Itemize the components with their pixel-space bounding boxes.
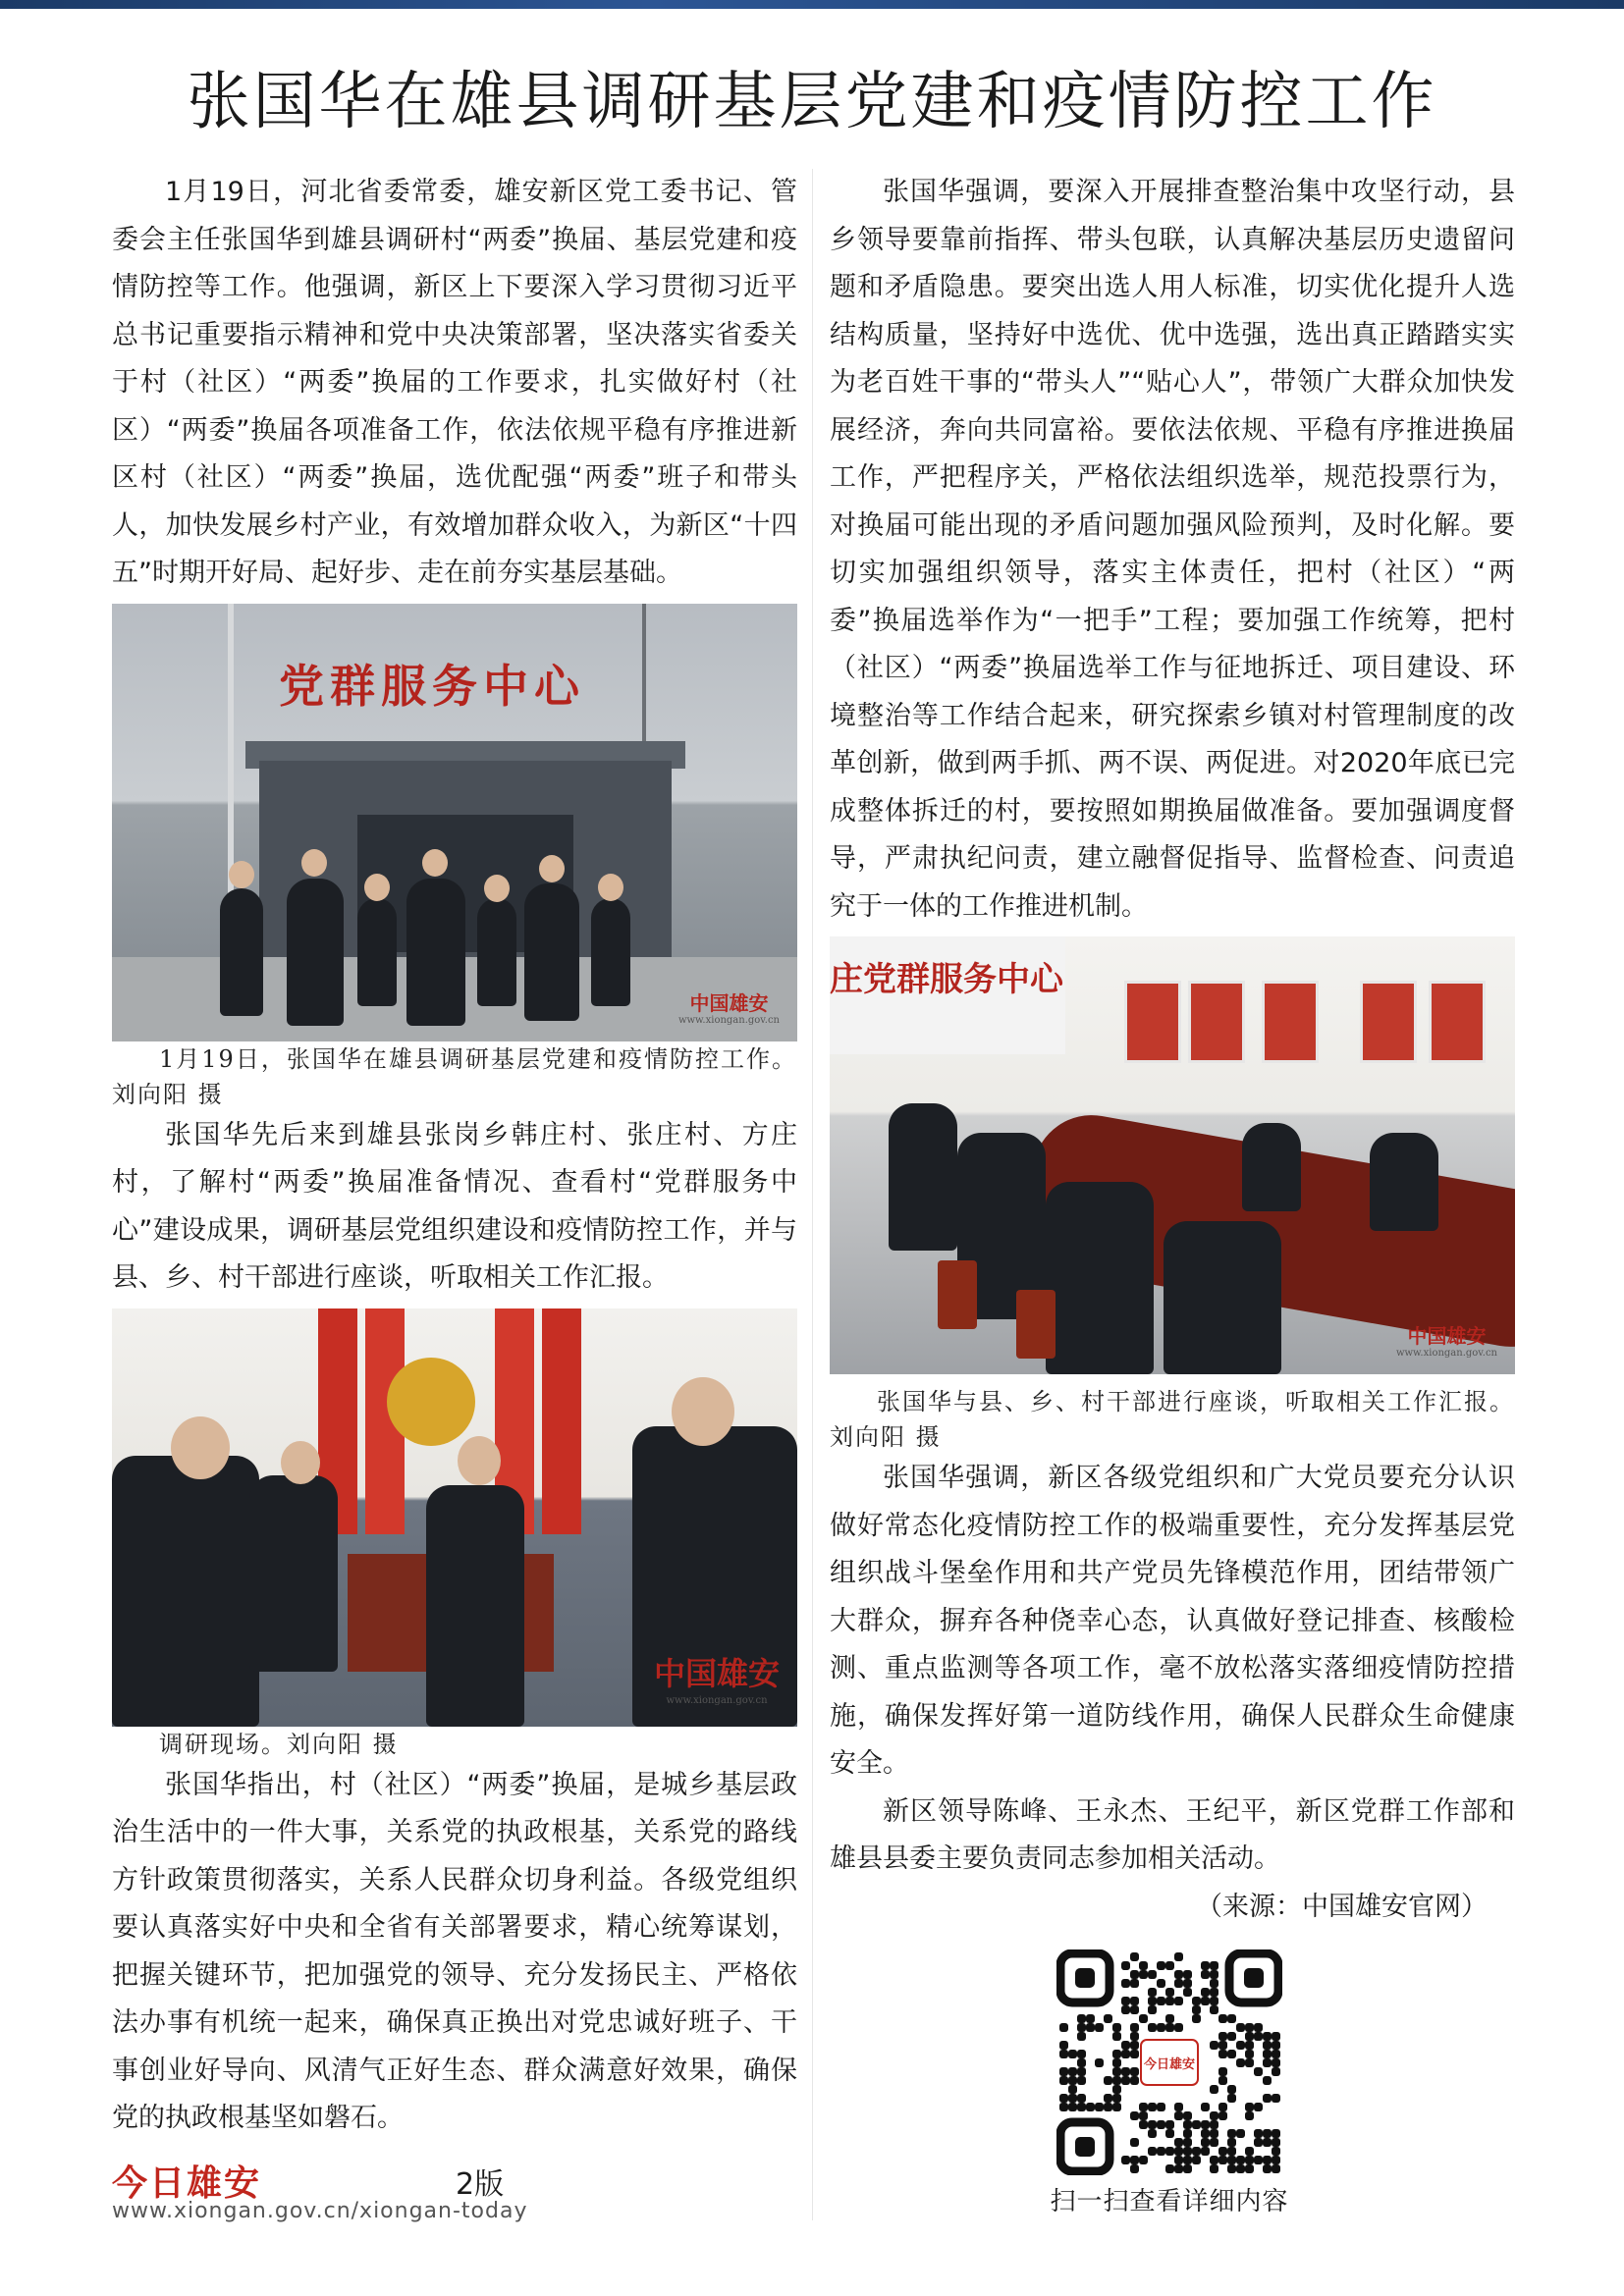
qr-module — [1139, 2014, 1148, 2023]
person-figure — [249, 1475, 338, 1672]
qr-finder-center — [1244, 1968, 1264, 1988]
qr-module — [1192, 2005, 1201, 2014]
qr-code-graphic — [1056, 1949, 1282, 2175]
qr-module — [1227, 2094, 1236, 2103]
qr-module — [1130, 1979, 1139, 1988]
qr-module — [1157, 1997, 1165, 2005]
qr-module — [1272, 2147, 1280, 2156]
qr-module — [1174, 2138, 1183, 2147]
qr-module — [1165, 1961, 1174, 1970]
photo-research-site — [112, 1308, 797, 1727]
person-figure — [1046, 1182, 1154, 1374]
qr-module — [1210, 1988, 1218, 1997]
qr-module — [1165, 2147, 1174, 2156]
qr-module — [1148, 2023, 1157, 2032]
person-figure — [112, 1456, 259, 1727]
person-figure — [1370, 1133, 1438, 1231]
qr-module — [1148, 2103, 1157, 2111]
qr-module — [1165, 2129, 1174, 2138]
qr-module — [1263, 2138, 1272, 2147]
qr-module — [1210, 1970, 1218, 1979]
qr-module — [1218, 2111, 1227, 2120]
qr-module — [1139, 2111, 1148, 2120]
qr-module — [1272, 2129, 1280, 2138]
qr-module — [1254, 2023, 1263, 2032]
qr-module — [1148, 2129, 1157, 2138]
qr-module — [1263, 2032, 1272, 2041]
qr-module — [1218, 2103, 1227, 2111]
qr-module — [1174, 2164, 1183, 2173]
qr-module — [1148, 1997, 1157, 2005]
qr-module — [1174, 1997, 1183, 2005]
qr-module — [1227, 2147, 1236, 2156]
qr-module — [1059, 2076, 1068, 2085]
qr-module — [1227, 2156, 1236, 2164]
qr-module — [1236, 2041, 1245, 2050]
qr-module — [1245, 2164, 1254, 2173]
qr-module — [1192, 2147, 1201, 2156]
qr-module — [1236, 2023, 1245, 2032]
chair — [1016, 1290, 1056, 1359]
person-figure — [889, 1103, 957, 1251]
qr-module — [1095, 2023, 1104, 2032]
qr-module — [1174, 2147, 1183, 2156]
qr-module — [1121, 1979, 1130, 1988]
qr-module — [1201, 1961, 1210, 1970]
qr-module — [1086, 2023, 1095, 2032]
person-head — [281, 1441, 320, 1484]
qr-module — [1059, 2103, 1068, 2111]
qr-module — [1174, 1970, 1183, 1979]
qr-module — [1148, 2147, 1157, 2156]
qr-module — [1112, 2023, 1121, 2032]
qr-module — [1263, 2041, 1272, 2050]
qr-module — [1272, 2041, 1280, 2050]
left-column — [112, 169, 797, 2143]
qr-module — [1218, 2067, 1227, 2076]
qr-module — [1254, 2103, 1263, 2111]
qr-module — [1272, 2058, 1280, 2067]
qr-module — [1210, 1997, 1218, 2005]
qr-module — [1218, 2014, 1227, 2023]
qr-module — [1112, 2076, 1121, 2085]
qr-module — [1210, 2129, 1218, 2138]
footer-url: www.xiongan.gov.cn/xiongan-today — [112, 2199, 528, 2223]
party-emblem — [387, 1358, 475, 1446]
qr-module — [1201, 2120, 1210, 2129]
person-head — [422, 849, 448, 877]
qr-module — [1130, 2156, 1139, 2164]
qr-module — [1130, 2005, 1139, 2014]
person-figure — [477, 898, 516, 1006]
qr-module — [1165, 1988, 1174, 1997]
article-paragraph: 1月19日，河北省委常委，雄安新区党工委书记、管委会主任张国华到雄县调研村“两委”换届、基层党建和疫情防控等工作。他强调，新区上下要深入学习贯彻习近平总书记重要指示精神和党中央决策部署，坚决落实省委关于村（社区）“两委”换届的工作要求，扎实做好村（社区）“两委”换届各项准备工作，依法依规平稳有序推进新区村（社区）“两委”换届，选优配强“两委”班子和带头人，加快发展乡村产业，有效增加群众收入，为新区“十四五”时期开好局、起好步、走在前夯实基层基础。 — [112, 177, 797, 588]
qr-module — [1183, 2147, 1192, 2156]
photo-watermark: 中国雄安 www.xiongan.gov.cn — [653, 1654, 780, 1706]
qr-module — [1130, 2050, 1139, 2058]
wall-board — [1188, 981, 1245, 1063]
qr-module — [1130, 1952, 1139, 1961]
qr-module — [1121, 2005, 1130, 2014]
qr-module — [1254, 2032, 1263, 2041]
qr-module — [1263, 2156, 1272, 2164]
qr-finder-center — [1075, 2137, 1095, 2157]
qr-module — [1272, 2032, 1280, 2041]
person-head — [484, 875, 510, 902]
qr-module — [1263, 2164, 1272, 2173]
column-divider — [812, 169, 813, 2220]
person-head — [364, 874, 390, 901]
building-sign: 党群服务中心 — [279, 659, 585, 713]
qr-module — [1068, 2076, 1077, 2085]
qr-module — [1112, 2032, 1121, 2041]
qr-module — [1068, 2085, 1077, 2094]
qr-module — [1245, 2058, 1254, 2067]
qr-module — [1077, 2050, 1086, 2058]
photo-meeting — [830, 936, 1515, 1374]
qr-module — [1059, 2050, 1068, 2058]
qr-module — [1218, 2076, 1227, 2085]
qr-module — [1254, 2129, 1263, 2138]
qr-module — [1183, 2164, 1192, 2173]
qr-module — [1227, 2050, 1236, 2058]
qr-module — [1121, 2041, 1130, 2050]
flagpole — [228, 604, 234, 908]
photo-watermark: 中国雄安 www.xiongan.gov.cn — [1395, 1324, 1497, 1359]
qr-module — [1210, 2164, 1218, 2173]
qr-module — [1165, 2120, 1174, 2129]
qr-module — [1210, 2005, 1218, 2014]
person-head — [229, 861, 254, 888]
person-head — [301, 849, 327, 877]
person-figure — [1164, 1221, 1281, 1374]
qr-module — [1272, 2094, 1280, 2103]
article-paragraph: 新区领导陈峰、王永杰、王纪平，新区党群工作部和雄县县委主要负责同志参加相关活动。 — [830, 1795, 1515, 1874]
qr-module — [1183, 2138, 1192, 2147]
qr-module — [1112, 2085, 1121, 2094]
person-figure — [524, 883, 579, 1021]
qr-module — [1218, 2156, 1227, 2164]
qr-module — [1254, 2156, 1263, 2164]
qr-module — [1130, 2076, 1139, 2085]
wall-board — [1124, 981, 1181, 1063]
qr-module — [1139, 2120, 1148, 2129]
qr-module — [1165, 2014, 1174, 2023]
qr-module — [1236, 2156, 1245, 2164]
qr-module — [1157, 2103, 1165, 2111]
footer-brand: 今日雄安 — [112, 2163, 262, 2204]
qr-finder-center — [1075, 1968, 1095, 1988]
person-head — [598, 874, 623, 901]
qr-module — [1104, 2014, 1112, 2023]
qr-module — [1245, 2023, 1254, 2032]
qr-module — [1121, 2156, 1130, 2164]
qr-module — [1183, 1988, 1192, 1997]
qr-module — [1210, 2120, 1218, 2129]
qr-module — [1245, 2103, 1254, 2111]
qr-module — [1254, 2067, 1263, 2076]
qr-module — [1192, 2120, 1201, 2129]
qr-module — [1174, 2023, 1183, 2032]
qr-module — [1183, 1970, 1192, 1979]
qr-module — [1112, 2058, 1121, 2067]
qr-module — [1130, 2111, 1139, 2120]
qr-module — [1059, 2023, 1068, 2032]
qr-module — [1201, 1997, 1210, 2005]
right-column — [830, 169, 1515, 1931]
qr-module — [1068, 2103, 1077, 2111]
qr-module — [1077, 2058, 1086, 2067]
qr-module — [1157, 1979, 1165, 1988]
qr-module — [1227, 2085, 1236, 2094]
qr-module — [1157, 1961, 1165, 1970]
qr-module — [1245, 2111, 1254, 2120]
qr-module — [1121, 1961, 1130, 1970]
person-head — [539, 855, 565, 882]
article-paragraph: 张国华强调，要深入开展排查整治集中攻坚行动，县乡领导要靠前指挥、带头包联，认真解决基层历史遗留问题和矛盾隐患。要突出选人用人标准，切实优化提升人选结构质量，坚持好中选优、优中选强，选出真正踏踏实实为老百姓干事的“带头人”“贴心人”，带领广大群众加快发展经济，奔向共同富裕。要依法依规、平稳有序推进换届工作，严把程序关，严格依法组织选举，规范投票行为，对换届可能出现的矛盾问题加强风险预判，及时化解。要切实加强组织领导，落实主体责任，把村（社区）“两委”换届选举作为“一把手”工程；要加强工作统筹，把村（社区）“两委”换届选举工作与征地拆迁、项目建设、环境整治等工作结合起来，研究探索乡镇对村管理制度的改革创新，做到两手抓、两不误、两促进。对2020年底已完成整体拆迁的村，要按照如期换届做准备。要加强调度督导，严肃执纪问责，建立融督促指导、监督检查、问责追究于一体的工作推进机制。 — [830, 177, 1515, 922]
page-title: 张国华在雄县调研基层党建和疫情防控工作 — [187, 66, 1437, 138]
person-figure — [220, 888, 263, 1016]
qr-module — [1245, 2032, 1254, 2041]
qr-module — [1227, 2129, 1236, 2138]
qr-module — [1121, 2050, 1130, 2058]
qr-module — [1210, 2156, 1218, 2164]
person-head — [171, 1416, 230, 1479]
red-flag — [542, 1308, 581, 1534]
qr-module — [1227, 2138, 1236, 2147]
person-figure — [1242, 1123, 1301, 1211]
qr-module — [1201, 1988, 1210, 1997]
qr-code[interactable] — [1056, 1949, 1282, 2175]
person-head — [458, 1436, 501, 1485]
qr-module — [1272, 2050, 1280, 2058]
qr-module — [1227, 2164, 1236, 2173]
qr-module — [1095, 2058, 1104, 2067]
qr-module — [1174, 2111, 1183, 2120]
qr-module — [1121, 2067, 1130, 2076]
qr-module — [1210, 2138, 1218, 2147]
qr-module — [1112, 2103, 1121, 2111]
qr-module — [1201, 2147, 1210, 2156]
qr-module — [1272, 2164, 1280, 2173]
qr-module — [1130, 1970, 1139, 1979]
chair — [938, 1260, 977, 1329]
qr-module — [1263, 2129, 1272, 2138]
qr-module — [1077, 2094, 1086, 2103]
qr-module — [1104, 2103, 1112, 2111]
qr-module — [1210, 2041, 1218, 2050]
qr-module — [1210, 2085, 1218, 2094]
wall-sign: 庄党群服务中心 — [830, 936, 1065, 1054]
qr-module — [1095, 2103, 1104, 2111]
qr-module — [1174, 2156, 1183, 2164]
qr-module — [1192, 2156, 1201, 2164]
qr-module — [1183, 2111, 1192, 2120]
qr-module — [1130, 2164, 1139, 2173]
qr-module — [1201, 2129, 1210, 2138]
qr-module — [1077, 2014, 1086, 2023]
qr-module — [1130, 2067, 1139, 2076]
article-source: （来源：中国雄安官网） — [1196, 1891, 1488, 1922]
qr-module — [1121, 2076, 1130, 2085]
qr-module — [1227, 2032, 1236, 2041]
qr-module — [1201, 2138, 1210, 2147]
qr-module — [1263, 2058, 1272, 2067]
qr-module — [1236, 2164, 1245, 2173]
qr-module — [1218, 2147, 1227, 2156]
qr-module — [1227, 2014, 1236, 2023]
qr-module — [1263, 2050, 1272, 2058]
qr-module — [1121, 1997, 1130, 2005]
qr-module — [1210, 1961, 1218, 1970]
qr-module — [1174, 2103, 1183, 2111]
photo-caption: 调研现场。刘向阳 摄 — [159, 1730, 399, 1758]
qr-module — [1130, 2023, 1139, 2032]
qr-module — [1236, 2129, 1245, 2138]
qr-module — [1130, 2032, 1139, 2041]
qr-module — [1201, 1970, 1210, 1979]
qr-module — [1201, 2103, 1210, 2111]
qr-module — [1157, 2147, 1165, 2156]
qr-module — [1130, 2138, 1139, 2147]
photo-watermark: 中国雄安 www.xiongan.gov.cn — [677, 990, 780, 1026]
qr-module — [1254, 2138, 1263, 2147]
wall-board — [1429, 981, 1486, 1063]
qr-module — [1068, 2067, 1077, 2076]
qr-module — [1165, 1997, 1174, 2005]
page-number: 2版 — [456, 2167, 505, 2202]
qr-module — [1139, 1961, 1148, 1970]
qr-module — [1068, 2094, 1077, 2103]
qr-module — [1068, 2050, 1077, 2058]
qr-module — [1245, 2156, 1254, 2164]
qr-module — [1183, 2120, 1192, 2129]
qr-module — [1104, 2076, 1112, 2085]
qr-module — [1183, 1979, 1192, 1988]
article-paragraph: 张国华强调，新区各级党组织和广大党员要充分认识做好常态化疫情防控工作的极端重要性，充分发挥基层党组织战斗堡垒作用和共产党员先锋模范作用，团结带领广大群众，摒弃各种侥幸心态，认真做好登记排查、核酸检测、重点监测等各项工作，毫不放松落实落细疫情防控措施，确保发挥好第一道防线作用，确保人民群众生命健康安全。 — [830, 1463, 1515, 1779]
qr-module — [1174, 1952, 1183, 1961]
qr-module — [1165, 2164, 1174, 2173]
qr-module — [1218, 2050, 1227, 2058]
qr-module — [1059, 2067, 1068, 2076]
qr-module — [1245, 2147, 1254, 2156]
qr-module — [1210, 1979, 1218, 1988]
qr-module — [1112, 2067, 1121, 2076]
qr-module — [1139, 2156, 1148, 2164]
qr-module — [1148, 2120, 1157, 2129]
qr-module — [1077, 2103, 1086, 2111]
qr-module — [1077, 2032, 1086, 2041]
qr-module — [1104, 2094, 1112, 2103]
qr-module — [1112, 2094, 1121, 2103]
person-figure — [426, 1485, 524, 1727]
qr-module — [1148, 1988, 1157, 1997]
article-paragraph: 张国华先后来到雄县张岗乡韩庄村、张庄村、方庄村，了解村“两委”换届准备情况、查看村“党群服务中心”建设成果，调研基层党组织建设和疫情防控工作，并与县、乡、村干部进行座谈，听取相关工作汇报。 — [112, 1119, 797, 1293]
wall-board — [1360, 981, 1417, 1063]
photo-caption: 1月19日，张国华在雄县调研基层党建和疫情防控工作。刘向阳 摄 — [112, 1044, 797, 1108]
qr-module — [1139, 2103, 1148, 2111]
qr-module — [1077, 2076, 1086, 2085]
qr-module — [1077, 2023, 1086, 2032]
qr-module — [1218, 2032, 1227, 2041]
photo-caption: 张国华与县、乡、村干部进行座谈，听取相关工作汇报。刘向阳 摄 — [830, 1388, 1515, 1451]
qr-module — [1263, 2076, 1272, 2085]
person-figure — [591, 898, 630, 1006]
person-figure — [357, 898, 397, 1006]
qr-module — [1263, 2094, 1272, 2103]
qr-module — [1210, 2111, 1218, 2120]
qr-module — [1086, 2103, 1095, 2111]
qr-module — [1192, 1997, 1201, 2005]
wall-board — [1262, 981, 1319, 1063]
qr-module — [1245, 2041, 1254, 2050]
photo-party-service-center — [112, 604, 797, 1041]
qr-module — [1192, 2014, 1201, 2023]
qr-module — [1059, 2094, 1068, 2103]
qr-caption: 扫一扫查看详细内容 — [1050, 2187, 1289, 2216]
qr-module — [1272, 2067, 1280, 2076]
qr-module — [1086, 2014, 1095, 2023]
qr-module — [1077, 2067, 1086, 2076]
qr-module — [1236, 2058, 1245, 2067]
qr-module — [1148, 2005, 1157, 2014]
qr-module — [1183, 2129, 1192, 2138]
qr-module — [1130, 1997, 1139, 2005]
qr-module — [1218, 2041, 1227, 2050]
qr-module — [1165, 2023, 1174, 2032]
qr-module — [1183, 2156, 1192, 2164]
person-figure — [406, 879, 465, 1026]
qr-module — [1272, 2138, 1280, 2147]
qr-module — [1157, 2023, 1165, 2032]
article-paragraph: 张国华指出，村（社区）“两委”换届，是城乡基层政治生活中的一件大事，关系党的执政根基，关系党的路线方针政策贯彻落实，关系人民群众切身利益。各级党组织要认真落实好中央和全省有关部署要求，精心统筹谋划，把握关键环节，把加强党的领导、充分发扬民主、严格依法办事有机统一起来，确保真正换出对党忠诚好班子、干事创业好导向、风清气正好生态、群众满意好效果，确保党的执政根基坚如磐石。 — [112, 1769, 797, 2133]
qr-module — [1059, 2041, 1068, 2050]
qr-module — [1157, 2120, 1165, 2129]
qr-center-label: 今日雄安 — [1143, 2057, 1196, 2072]
qr-module — [1245, 2050, 1254, 2058]
person-figure — [287, 879, 344, 1026]
qr-module — [1174, 1979, 1183, 1988]
qr-module — [1112, 2050, 1121, 2058]
person-head — [672, 1377, 734, 1446]
qr-module — [1148, 1970, 1157, 1979]
qr-module — [1130, 2041, 1139, 2050]
qr-module — [1139, 1970, 1148, 1979]
qr-module — [1272, 2156, 1280, 2164]
top-color-bar — [0, 0, 1624, 9]
